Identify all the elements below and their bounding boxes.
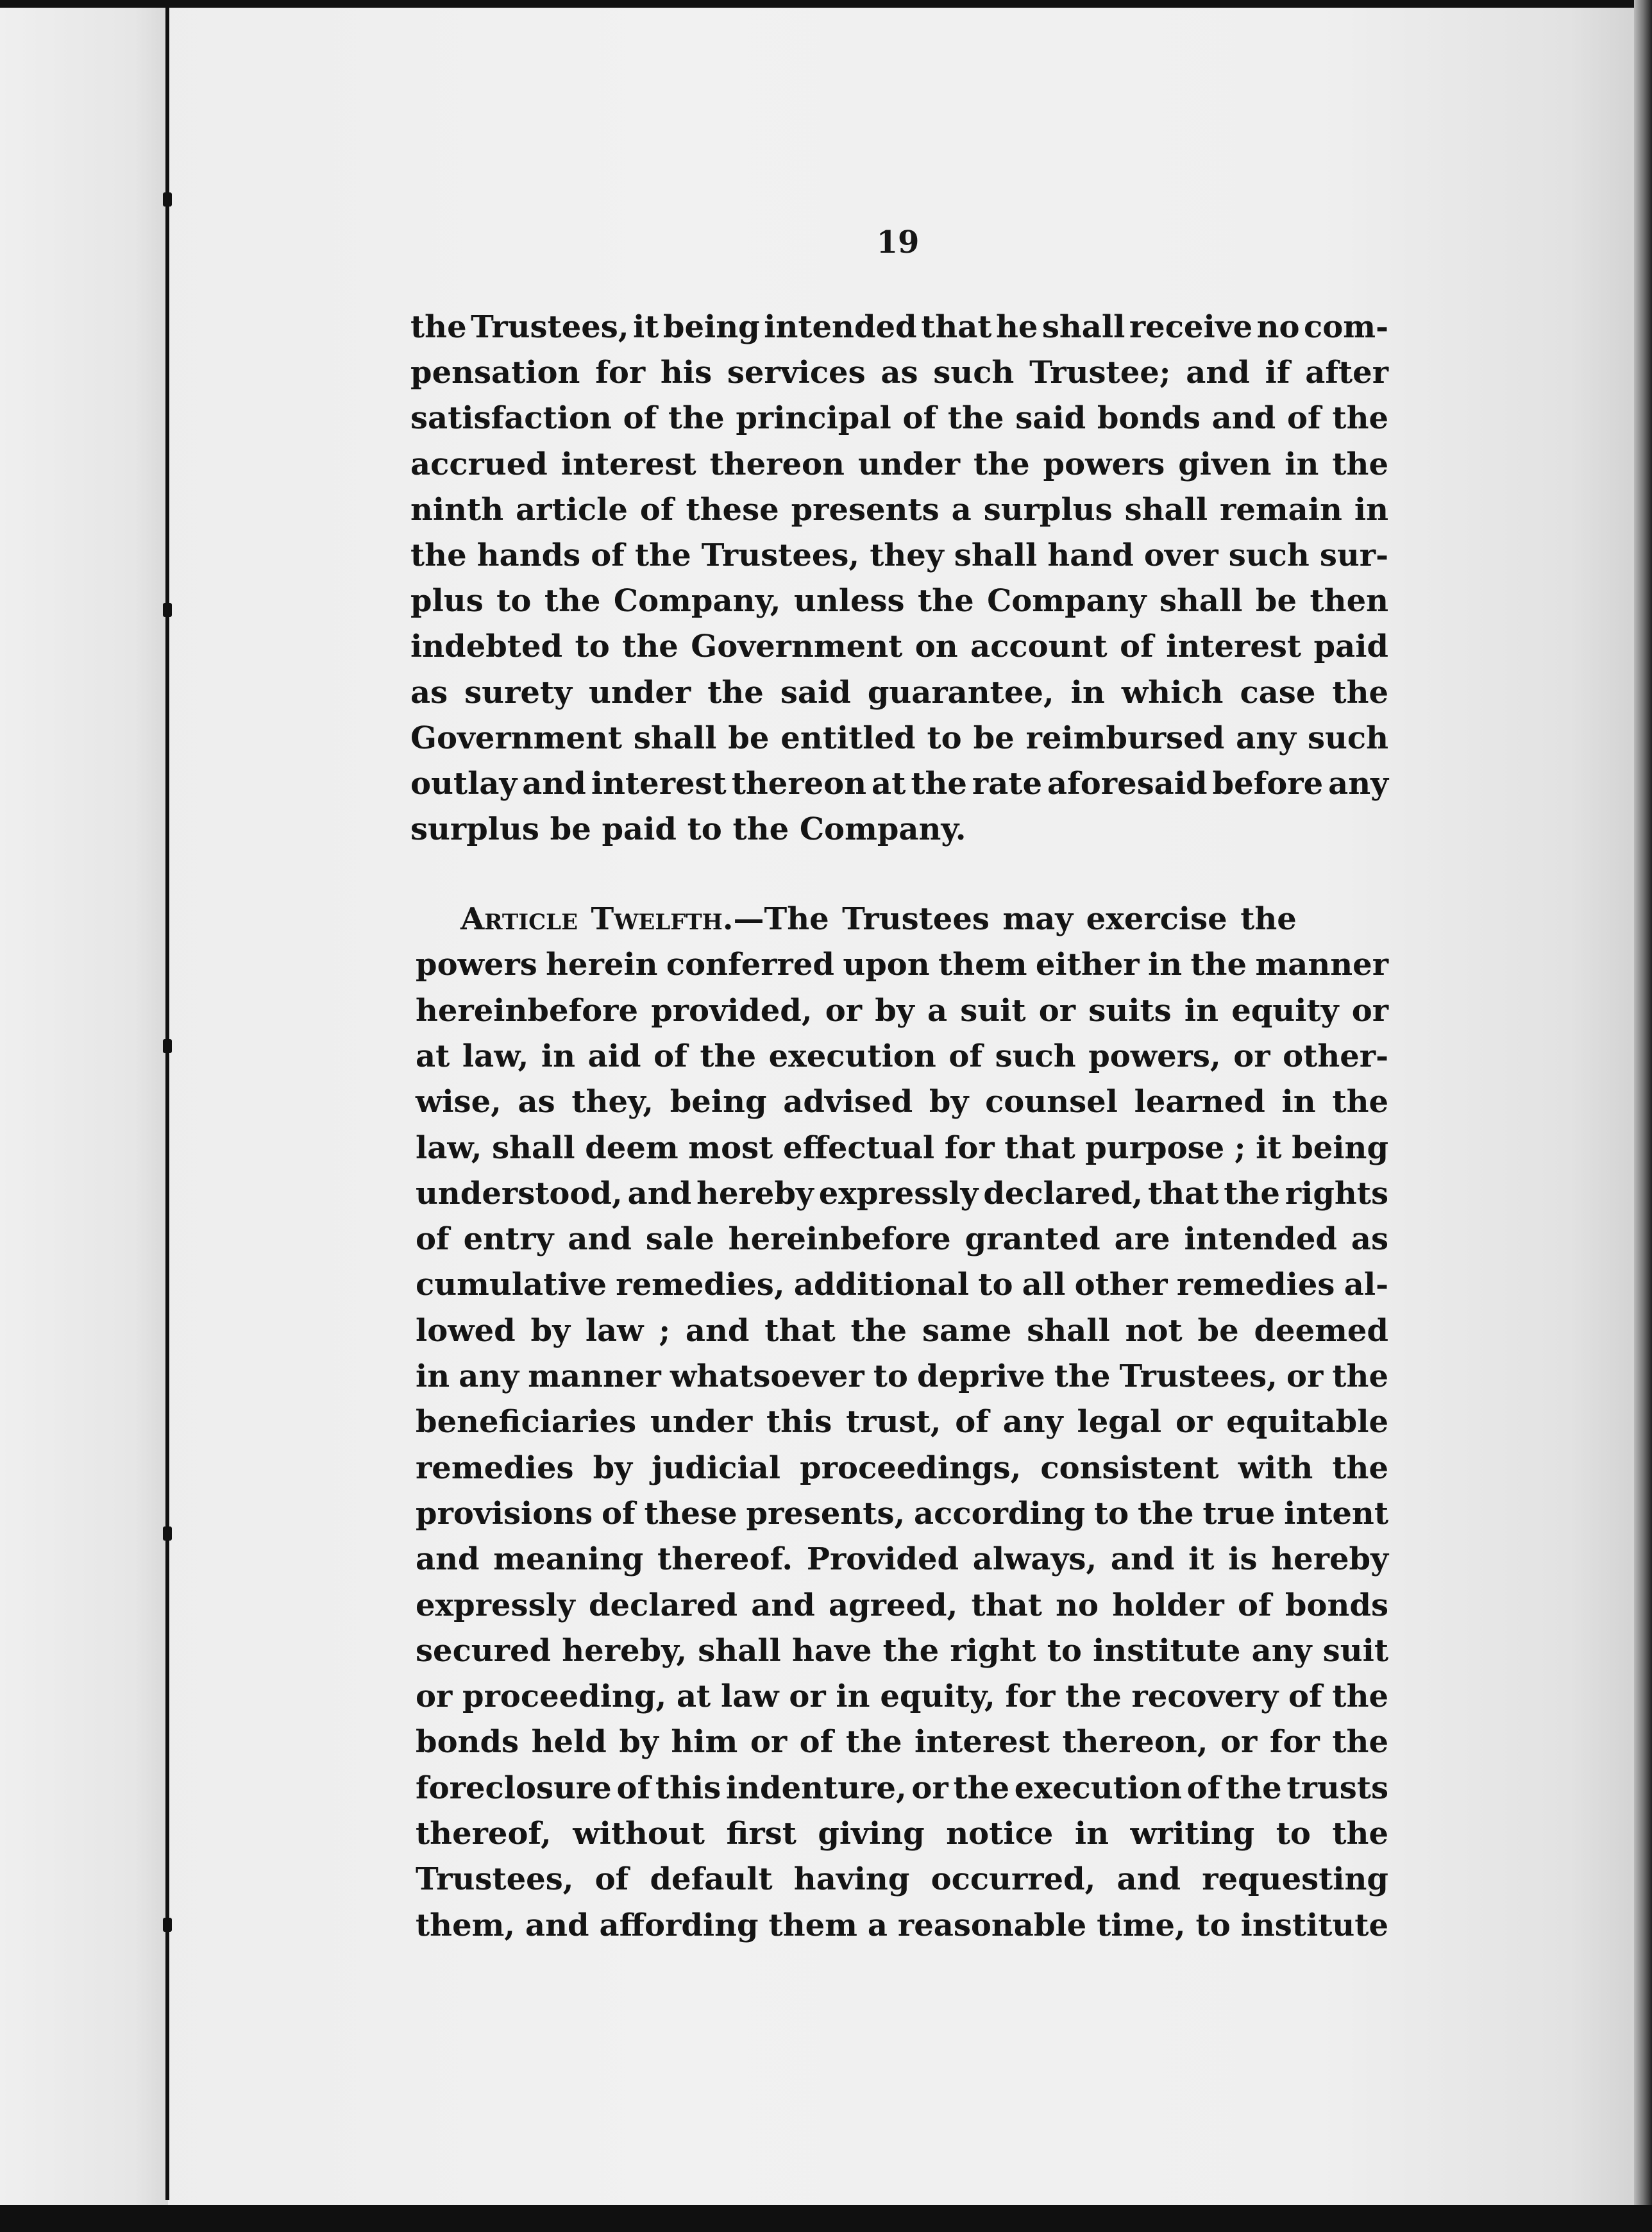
text-line: outlay and interest thereon at the rate aforesaid before any — [410, 766, 1388, 802]
text-line: pensation for his services as such Trustee; and if after — [410, 355, 1388, 391]
binding-tick — [163, 1039, 172, 1053]
text-line: satisfaction of the principal of the said bonds and of the — [410, 400, 1388, 437]
text-line: ninth article of these presents a surplus shall remain in — [410, 491, 1388, 528]
text-line: in any manner whatsoever to deprive the Trustees, or the — [416, 1358, 1388, 1394]
bottom-edge-shadow — [0, 2205, 1652, 2232]
binding-tick — [163, 603, 172, 617]
binding-tick — [163, 1526, 172, 1541]
text-line: or proceeding, at law or in equity, for the recovery of the — [416, 1678, 1389, 1715]
text-line: expressly declared and agreed, that no holder of bonds — [416, 1587, 1388, 1623]
text-line: indebted to the Government on account of interest paid — [410, 629, 1388, 665]
text-line: the Trustees, it being intended that he shall receive no com- — [410, 309, 1388, 345]
text-line: hereinbefore provided, or by a suit or suits in equity or — [416, 992, 1388, 1029]
binding-line — [165, 6, 169, 2200]
top-edge-shadow — [0, 0, 1652, 8]
article-heading: Article Twelfth. — [460, 901, 734, 937]
text-line: the hands of the Trustees, they shall hand over such sur- — [410, 537, 1388, 573]
text-line: lowed by law ; and that the same shall not be deemed — [416, 1312, 1388, 1349]
text-line: of entry and sale hereinbefore granted are intended as — [416, 1221, 1388, 1258]
text-line: at law, in aid of the execution of such powers, or other- — [416, 1038, 1388, 1074]
text-line: foreclosure of this indenture, or the execution of the trusts — [416, 1770, 1388, 1806]
right-edge-shadow — [1634, 0, 1652, 2232]
text-line: remedies by judicial proceedings, consistent with the — [416, 1450, 1388, 1486]
text-line: and meaning thereof. Provided always, and it is hereby — [416, 1541, 1388, 1578]
binding-tick — [163, 192, 172, 207]
text-line: secured hereby, shall have the right to institute any suit — [416, 1632, 1388, 1669]
text-line: plus to the Company, unless the Company shall be then — [410, 583, 1388, 620]
binding-tick — [163, 1918, 172, 1932]
text-line: understood, and hereby expressly declared, that the rights — [416, 1175, 1389, 1212]
text-line: accrued interest thereon under the powers given in the — [410, 446, 1388, 482]
text-line: Government shall be entitled to be reimbursed any such — [410, 720, 1388, 756]
text-line: beneficiaries under this trust, of any legal or equitable — [416, 1404, 1388, 1441]
text-line: as surety under the said guarantee, in which case the — [410, 674, 1388, 711]
page-number: 19 — [876, 224, 920, 260]
article-heading-line — [460, 901, 1352, 937]
text-line: provisions of these presents, according to the true intent — [416, 1495, 1388, 1532]
text-line: surplus be paid to the Company. — [410, 811, 966, 848]
left-margin-strip — [0, 0, 168, 2232]
text-line: powers herein conferred upon them either in the manner — [416, 947, 1388, 983]
article-heading-rest: —The Trustees may exercise the — [733, 901, 1297, 937]
text-line: wise, as they, being advised by counsel learned in the — [416, 1084, 1388, 1120]
text-line: them, and affording them a reasonable time, to institute — [416, 1907, 1388, 1943]
text-line: Trustees, of default having occurred, and requesting — [416, 1861, 1388, 1898]
text-line: cumulative remedies, additional to all other remedies al- — [416, 1267, 1388, 1303]
text-line: bonds held by him or of the interest thereon, or for the — [416, 1724, 1388, 1761]
text-line: law, shall deem most effectual for that purpose ; it being — [416, 1129, 1388, 1166]
text-line: thereof, without first giving notice in writing to the — [416, 1816, 1388, 1852]
